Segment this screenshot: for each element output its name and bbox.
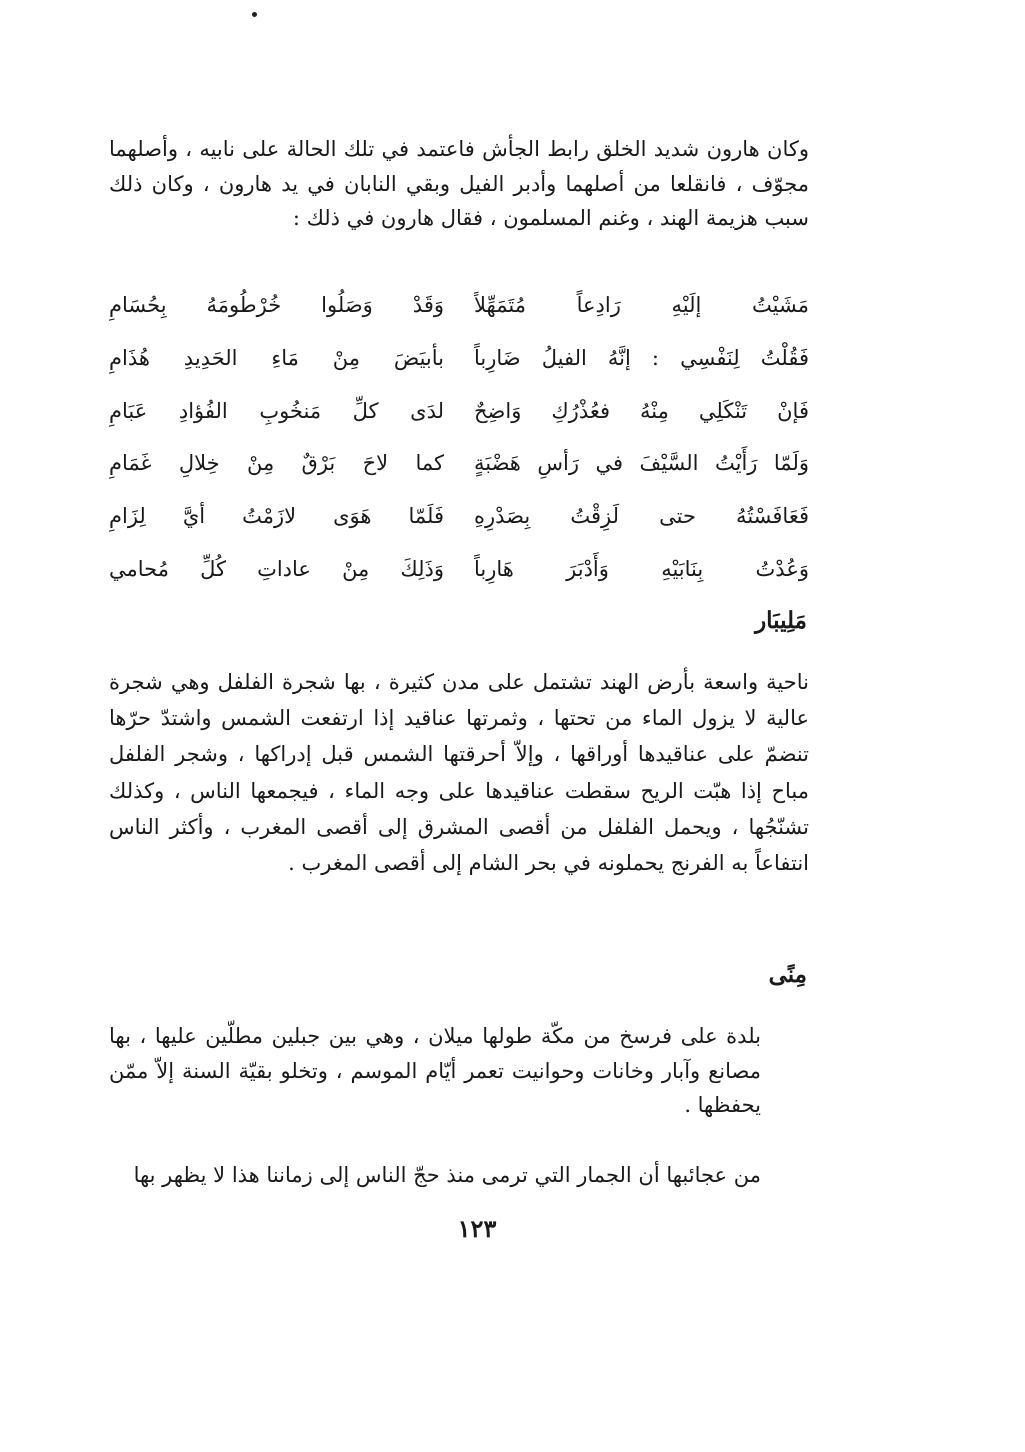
section-text: ناحية واسعة بأرض الهند تشتمل على مدن كثيرة ، بها شجرة الفلفل وهي شجرة عالية لا يزول الماء من تحتها ، وثمرتها عناقيد إذا ارتفعت الشمس واشتدّ حرّها تنضمّ على عناقيدها أوراقها ، وإلاّ أحرقتها الشمس قبل إدراكها ، وشجر الفلفل مباح إذا هبّت الريح سقطت عناقيدها على وجه الماء ، فيجمعها الناس ، وكذلك تشنّجُها ، ويحمل الفلفل من أقصى المشرق إلى أقصى المغرب ، وأكثر الناس انتفاعاً به الفرنج يحملونه في بحر الشام إلى أقصى المغرب . — [109, 670, 809, 876]
section-text: من عجائبها أن الجمار التي ترمى منذ حجّ الناس إلى زماننا هذا لا يظهر بها — [133, 1163, 761, 1187]
poem-verse — [109, 439, 809, 492]
poem-verse — [109, 387, 809, 440]
ink-dot — [252, 12, 257, 17]
verse-first-hemistich: وَلَمّا رَأَيْتُ السَّيْفَ في رَأسِ هَضْبَةٍ — [474, 451, 809, 476]
verse-second-hemistich: لدَى كلِّ مَنخُوبِ الفُؤادِ عَبَامِ — [109, 398, 444, 423]
verse-first-hemistich: مَشَيْتُ إلَيْهِ رَادِعاً مُتَمَهِّلاً — [474, 293, 809, 317]
verse-first-hemistich: وَعُدْتُ بِنَابَيْهِ وَأَدْبَرَ هَارِباً — [474, 556, 809, 581]
verse-first-hemistich: فَإنْ تَنْكَلِي مِنْهُ فعُذْرُكِ وَاضِحٌ — [474, 398, 809, 423]
verse-first-hemistich: فَعَافَسْتُهُ حتى لَزِقْتُ بِصَدْرِهِ — [474, 504, 809, 529]
poem-verse — [109, 281, 809, 334]
verse-second-hemistich: فَلَمّا هَوَى لازَمْتُ أيَّ لِزَامِ — [109, 504, 444, 529]
poem-verse — [109, 545, 809, 598]
section-text: بلدة على فرسخ من مكّة طولها ميلان ، وهي بين جبلين مطلّين عليها ، بها مصانع وآبار وخانات وحوانيت تعمر أيّام الموسم ، وتخلو بقيّة السنة إلاّ ممّن يحفظها . — [109, 1024, 761, 1117]
poem — [109, 281, 809, 598]
section-heading-mina: مِنًى — [768, 961, 807, 988]
page-number: ١٢٣ — [457, 1214, 497, 1243]
intro-paragraph — [109, 132, 809, 236]
verse-first-hemistich: فَقُلْتُ لِنَفْسِي : إنَّهُ الفيلُ ضَارِباً — [474, 345, 809, 370]
section-paragraph-mina-continued — [109, 1158, 809, 1192]
section-paragraph-malibar — [109, 664, 809, 881]
verse-second-hemistich: بأبيَضَ مِنْ مَاءِ الحَدِيدِ هُذَامِ — [109, 345, 444, 370]
verse-second-hemistich: وَذَلِكَ مِنْ عاداتِ كُلِّ مُحامي — [109, 556, 444, 581]
intro-text: وكان هارون شديد الخلق رابط الجأش فاعتمد في تلك الحالة على نابيه ، وأصلهما مجوّف ، فانقلعا من أصلهما وأدبر الفيل وبقي النابان في يد هارون ، وكان ذلك سبب هزيمة الهند ، وغنم المسلمون ، فقال هارون في ذلك : — [109, 137, 809, 230]
section-paragraph-mina — [109, 1019, 809, 1123]
poem-verse — [109, 492, 809, 545]
verse-second-hemistich: كما لاحَ بَرْقٌ مِنْ خِلالِ غَمَامِ — [109, 451, 444, 476]
poem-verse — [109, 334, 809, 387]
section-heading-malibar: مَلِيبَار — [755, 607, 807, 634]
verse-second-hemistich: وَقَدْ وَصَلُوا خُرْطُومَهُ بِحُسَامِ — [109, 293, 444, 317]
